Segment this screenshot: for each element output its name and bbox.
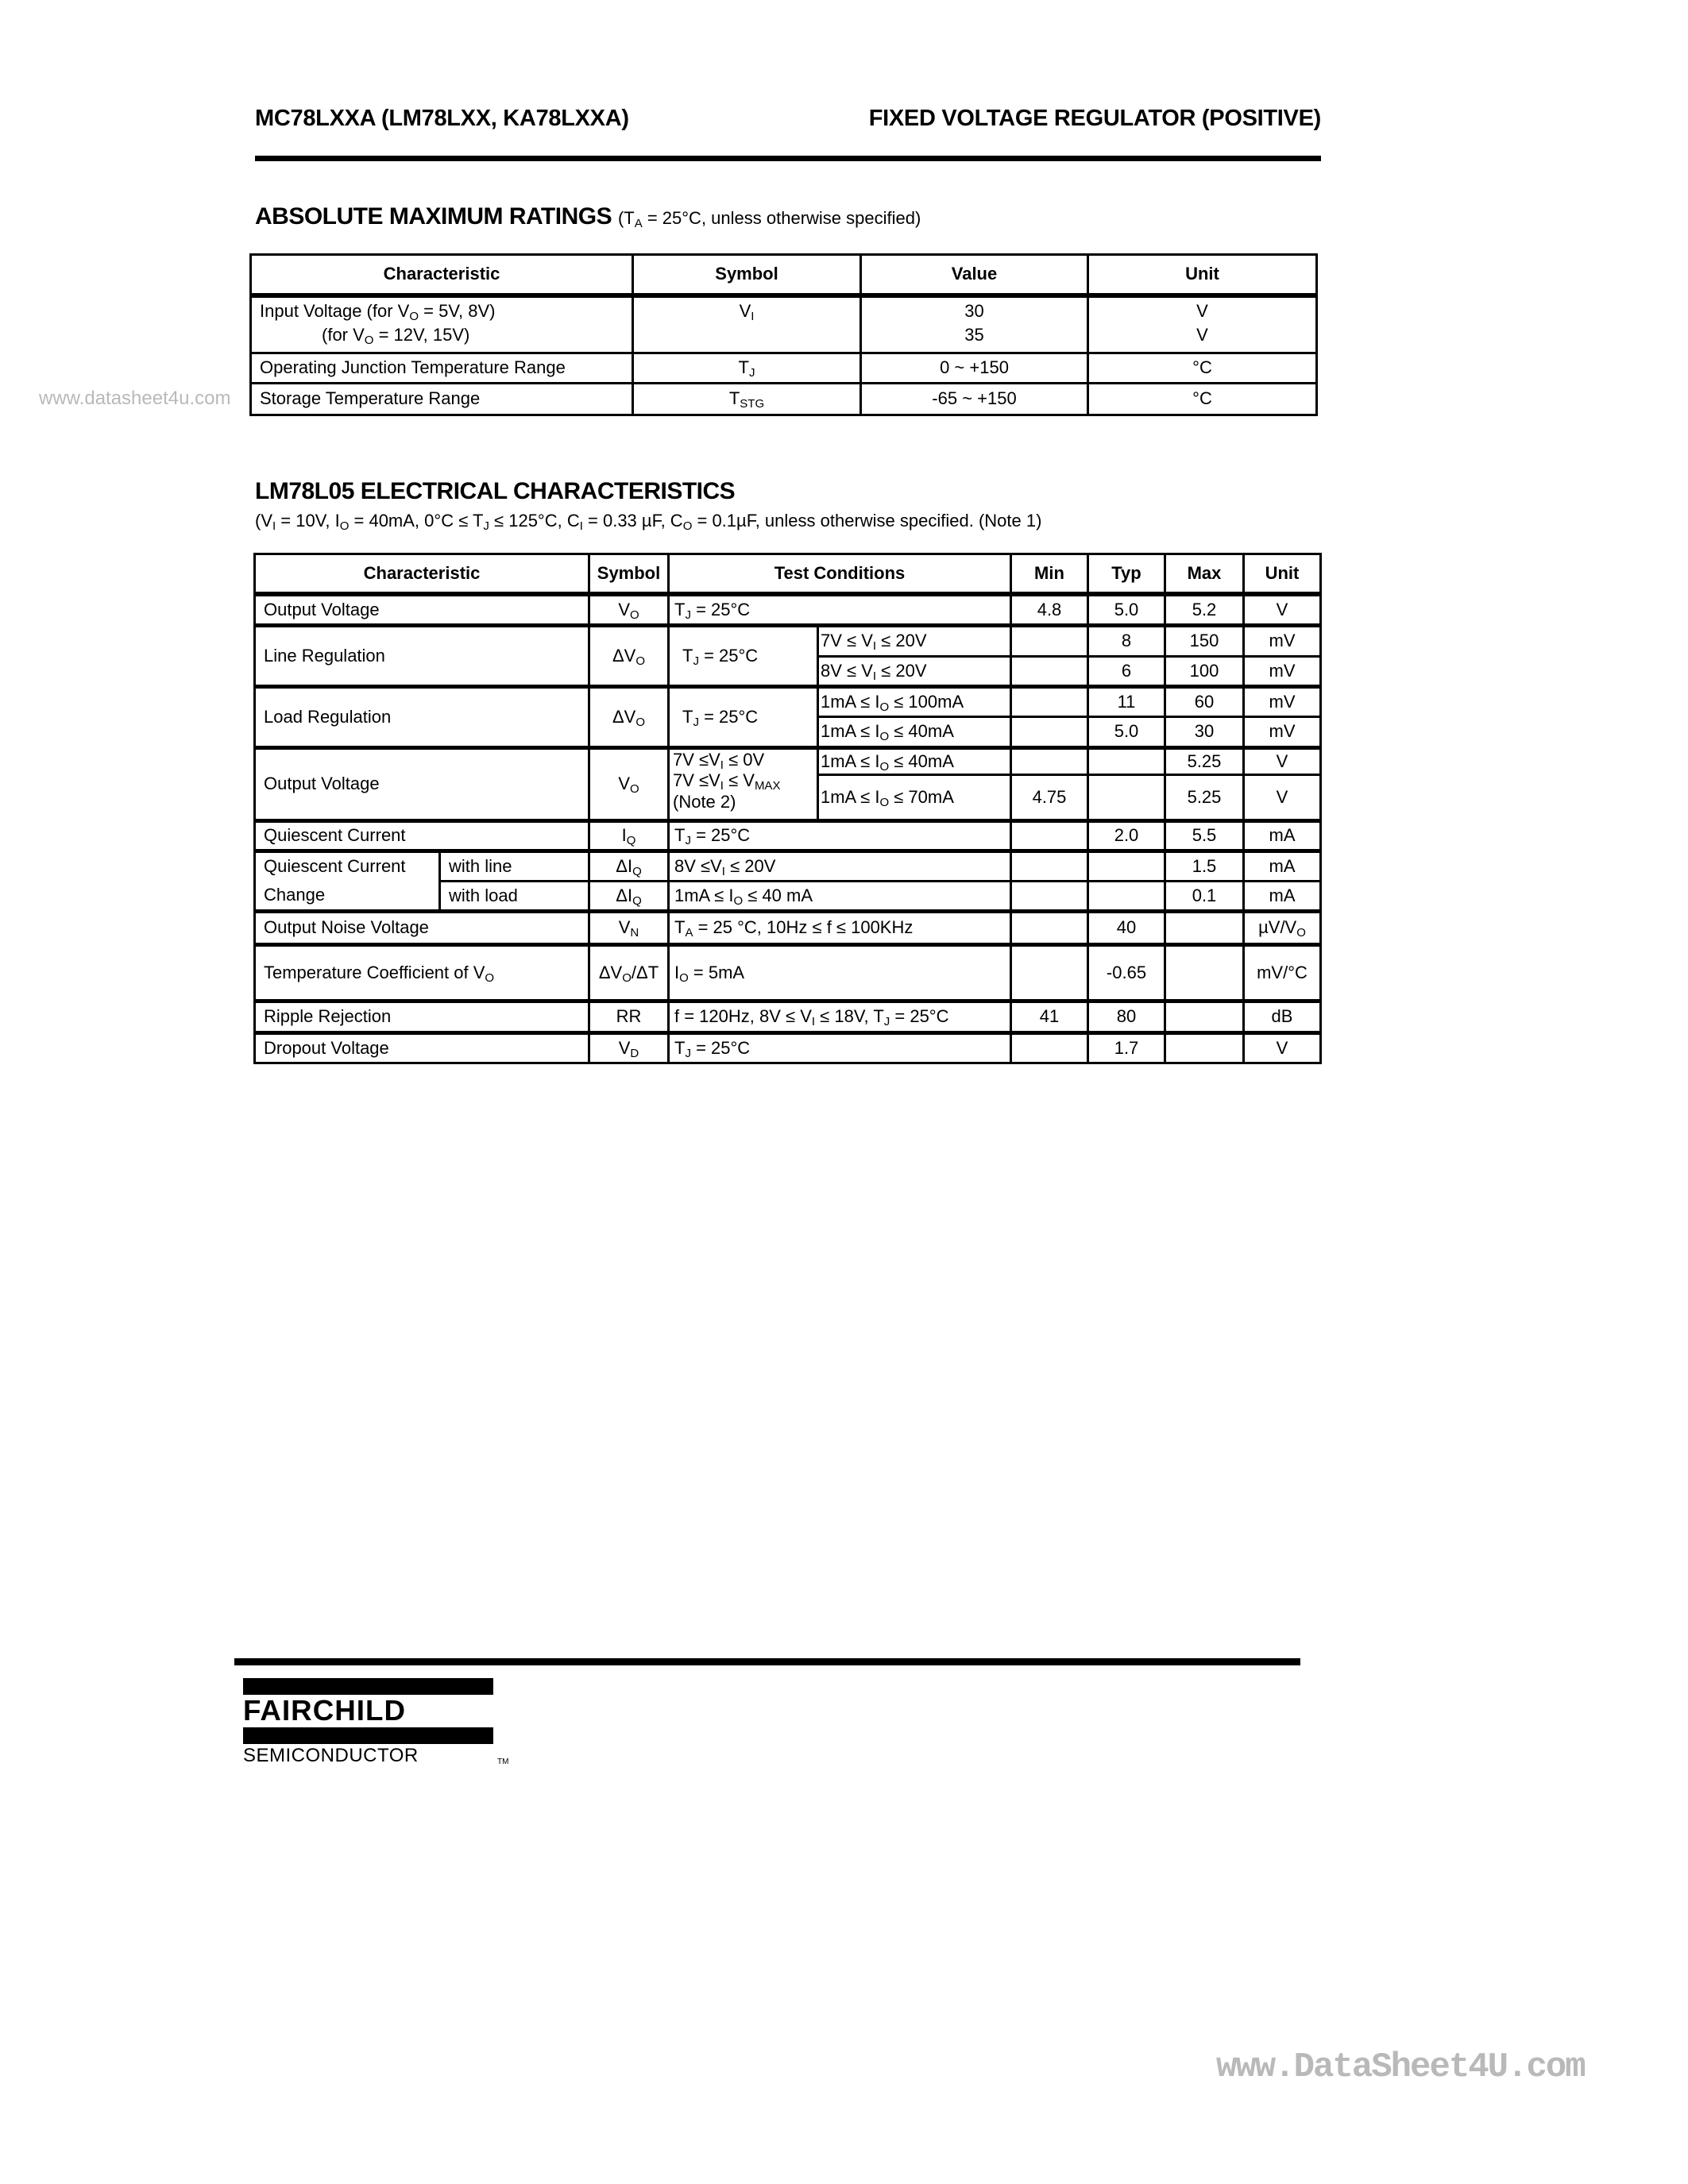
text-segment: Ripple Rejection: [264, 1006, 392, 1027]
cell-line: [264, 885, 431, 905]
unit-line: V: [1196, 324, 1208, 345]
text-segment: T: [738, 357, 749, 378]
text-segment: 1mA ≤ I: [821, 751, 880, 771]
conditions-cell: [669, 594, 1011, 626]
unit-cell: [1244, 912, 1321, 945]
cell-line: [260, 301, 624, 322]
table-row: [255, 594, 1321, 626]
text-segment: = 25°C: [698, 706, 759, 727]
unit-cell: [1244, 748, 1321, 775]
characteristic-cell: [255, 1001, 589, 1033]
subscript: J: [693, 654, 699, 668]
min-cell: [1011, 687, 1088, 717]
text-segment: 8V ≤V: [674, 855, 722, 876]
text-segment: V: [1276, 1037, 1288, 1058]
subscript: MAX: [754, 779, 781, 793]
logo-trademark: TM: [497, 1758, 509, 1766]
typ-cell: [1088, 851, 1165, 882]
sub-label-cell: with line: [440, 851, 589, 882]
characteristic-cell: [255, 851, 440, 912]
sub-conditions-cell: [818, 748, 1011, 775]
abs-max-conditions: [618, 208, 921, 228]
text-segment: dB: [1271, 1006, 1293, 1027]
subscript: J: [685, 1046, 691, 1060]
max-cell: [1165, 912, 1244, 945]
text-segment: f = 120Hz, 8V ≤ V: [674, 1006, 812, 1027]
characteristic-cell: [255, 945, 589, 1001]
min-cell: 4.75: [1011, 775, 1088, 821]
cell-line: [264, 856, 431, 885]
symbol-cell: [589, 945, 669, 1001]
characteristic-cell: [255, 912, 589, 945]
text-segment: T: [728, 388, 740, 409]
subscript: I: [272, 519, 276, 533]
subscript: J: [693, 715, 699, 729]
col-header: Test Conditions: [669, 554, 1011, 594]
col-header: Symbol: [633, 255, 861, 295]
table-row: [251, 384, 1317, 415]
subscript: I: [721, 864, 725, 878]
sub-conditions-cell: [818, 657, 1011, 687]
text-segment: = 25°C: [690, 599, 751, 619]
text-segment: Line Regulation: [264, 645, 385, 666]
col-header: Value: [861, 255, 1088, 295]
sub-conditions-cell: [818, 775, 1011, 821]
text-segment: = 5mA: [688, 962, 745, 982]
table-header-row: [251, 255, 1317, 295]
text-segment: 8V ≤ V: [821, 660, 873, 681]
text-segment: ΔI: [616, 855, 633, 876]
subscript: A: [685, 926, 693, 940]
characteristic-cell: [255, 821, 589, 851]
typ-cell: [1088, 748, 1165, 775]
symbol-cell: [589, 748, 669, 821]
typ-cell: 80: [1088, 1001, 1165, 1033]
doc-header-left: MC78LXXA (LM78LXX, KA78LXXA): [255, 106, 629, 131]
max-cell: 5.25: [1165, 775, 1244, 821]
conditions-cell: [669, 1001, 1011, 1033]
text-segment: Temperature Coefficient of V: [264, 962, 485, 982]
max-cell: 5.25: [1165, 748, 1244, 775]
watermark-top[interactable]: www.datasheet4u.com: [39, 388, 231, 409]
conditions-cell: [669, 687, 818, 748]
fairchild-logo: [243, 1678, 513, 1767]
characteristic-cell: [255, 1033, 589, 1063]
unit-cell: [1244, 882, 1321, 912]
text-segment: ≤ 100mA: [889, 691, 964, 712]
subscript: I: [720, 779, 724, 793]
conditions-cell: [669, 1033, 1011, 1063]
characteristic-cell: [255, 594, 589, 626]
text-segment: mA: [1269, 825, 1296, 846]
watermark-bottom[interactable]: www.DataSheet4U.com: [1216, 2047, 1585, 2087]
unit-line: V: [1196, 300, 1208, 321]
typ-cell: 8: [1088, 626, 1165, 657]
subscript: Q: [632, 893, 642, 908]
text-segment: 7V ≤V: [673, 770, 720, 791]
characteristic-cell: [255, 687, 589, 748]
unit-cell: °C: [1088, 353, 1317, 384]
subscript: J: [748, 366, 755, 380]
subscript: O: [364, 333, 374, 347]
text-segment: T: [674, 1037, 686, 1058]
abs-max-title: ABSOLUTE MAXIMUM RATINGS: [255, 203, 612, 230]
sub-conditions-cell: [818, 687, 1011, 717]
text-segment: ≤ V: [723, 770, 755, 791]
symbol-cell: [589, 594, 669, 626]
max-cell: 1.5: [1165, 851, 1244, 882]
text-segment: 1mA ≤ I: [821, 691, 880, 712]
subscript: O: [733, 893, 744, 908]
max-cell: 100: [1165, 657, 1244, 687]
text-segment: µV/V: [1258, 917, 1297, 938]
symbol-cell: [589, 687, 669, 748]
text-segment: I: [674, 962, 680, 982]
cell-line: [673, 792, 813, 812]
sub-conditions-cell: [818, 717, 1011, 748]
text-segment: ≤ 20V: [876, 660, 927, 681]
subscript: I: [579, 519, 583, 533]
subscript: O: [679, 970, 689, 985]
typ-cell: [1088, 775, 1165, 821]
text-segment: mV: [1269, 660, 1296, 681]
text-segment: mV: [1269, 721, 1296, 742]
text-segment: (T: [617, 208, 635, 228]
text-segment: ΔV: [612, 706, 636, 727]
text-segment: = 25°C: [690, 1037, 751, 1058]
sub-conditions-cell: [818, 626, 1011, 657]
col-header: Symbol: [589, 554, 669, 594]
text-segment: ≤ 40mA: [889, 721, 954, 742]
characteristic-cell: [255, 748, 589, 821]
table-row: [255, 945, 1321, 1001]
text-segment: V: [739, 300, 751, 321]
min-cell: [1011, 717, 1088, 748]
min-cell: [1011, 1033, 1088, 1063]
symbol-cell: [589, 912, 669, 945]
elec-heading: LM78L05 ELECTRICAL CHARACTERISTICS: [255, 478, 736, 504]
footer-rule: [234, 1658, 1300, 1665]
text-segment: Load Regulation: [264, 706, 392, 727]
unit-cell: [1244, 851, 1321, 882]
conditions-cell: [669, 851, 1011, 882]
min-cell: [1011, 851, 1088, 882]
min-cell: [1011, 821, 1088, 851]
col-header: Max: [1165, 554, 1244, 594]
unit-cell: °C: [1088, 384, 1317, 415]
text-segment: Input Voltage (for V: [260, 300, 410, 321]
text-segment: mV/°C: [1257, 962, 1308, 982]
typ-cell: 11: [1088, 687, 1165, 717]
typ-cell: 5.0: [1088, 717, 1165, 748]
text-segment: Output Voltage: [264, 599, 380, 619]
subscript: I: [872, 669, 877, 683]
table-row: [251, 295, 1317, 353]
subscript: O: [879, 759, 890, 774]
typ-cell: 5.0: [1088, 594, 1165, 626]
max-cell: 0.1: [1165, 882, 1244, 912]
conditions-cell: [669, 748, 818, 821]
header-rule: [255, 156, 1321, 161]
typ-cell: 6: [1088, 657, 1165, 687]
subscript: O: [879, 700, 890, 714]
value-line: 30: [964, 300, 984, 321]
text-segment: = 25°C: [890, 1006, 949, 1027]
max-cell: 5.2: [1165, 594, 1244, 626]
symbol-cell: [589, 821, 669, 851]
symbol-cell: [589, 882, 669, 912]
table-row: [255, 821, 1321, 851]
subscript: A: [634, 217, 643, 230]
value-cell: 0 ~ +150: [861, 353, 1088, 384]
unit-cell: [1244, 1001, 1321, 1033]
subscript: O: [635, 715, 646, 729]
text-segment: = 0.1µF, unless otherwise specified. (Note 1): [692, 511, 1042, 531]
sub-label-cell: with load: [440, 882, 589, 912]
text-segment: /ΔT: [631, 962, 659, 982]
text-segment: Output Noise Voltage: [264, 917, 429, 938]
text-segment: ΔV: [598, 962, 623, 982]
typ-cell: 2.0: [1088, 821, 1165, 851]
characteristic-cell: [251, 353, 633, 384]
subscript: O: [682, 519, 693, 533]
text-segment: = 40mA, 0°C ≤ T: [349, 511, 484, 531]
max-cell: [1165, 1001, 1244, 1033]
text-segment: Storage Temperature Range: [260, 388, 481, 409]
symbol-cell: [589, 1033, 669, 1063]
conditions-cell: [669, 912, 1011, 945]
max-cell: 30: [1165, 717, 1244, 748]
logo-wordmark: FAIRCHILD: [243, 1694, 407, 1727]
text-segment: mV: [1269, 631, 1296, 651]
subscript: O: [630, 782, 639, 797]
max-cell: [1165, 945, 1244, 1001]
subscript: I: [872, 639, 877, 654]
text-segment: Quiescent Current: [264, 825, 406, 846]
text-segment: = 25°C, unless otherwise specified): [642, 208, 921, 228]
characteristic-cell: [255, 626, 589, 687]
subscript: I: [720, 758, 724, 772]
text-segment: 1mA ≤ I: [821, 786, 880, 807]
unit-cell: [1244, 594, 1321, 626]
table-row: [255, 748, 1321, 775]
subscript: O: [485, 970, 495, 985]
text-segment: = 0.33 µF, C: [582, 511, 683, 531]
symbol-cell: [633, 384, 861, 415]
subscript: O: [635, 654, 646, 668]
text-segment: ≤ 20V: [724, 855, 776, 876]
unit-cell: [1244, 626, 1321, 657]
subscript: STG: [740, 397, 765, 411]
text-segment: Operating Junction Temperature Range: [260, 357, 566, 378]
subscript: Q: [626, 834, 636, 848]
text-segment: T: [674, 599, 686, 619]
min-cell: [1011, 912, 1088, 945]
characteristic-cell: [251, 384, 633, 415]
cell-line: [673, 750, 813, 770]
elec-conditions: [255, 511, 1041, 531]
subscript: O: [630, 608, 639, 622]
subscript: O: [409, 309, 419, 323]
symbol-cell: [633, 295, 861, 353]
table-row: [255, 687, 1321, 717]
conditions-cell: [669, 626, 818, 687]
min-cell: [1011, 748, 1088, 775]
max-cell: 150: [1165, 626, 1244, 657]
symbol-cell: [589, 626, 669, 687]
table-row: [255, 912, 1321, 945]
text-segment: ≤ 70mA: [889, 786, 954, 807]
text-segment: (V: [255, 511, 272, 531]
unit-cell: [1244, 1033, 1321, 1063]
text-segment: = 25°C: [698, 645, 759, 666]
text-segment: V: [618, 774, 630, 794]
text-segment: V: [1276, 786, 1288, 807]
text-segment: ΔV: [612, 645, 636, 666]
symbol-cell: [589, 851, 669, 882]
text-segment: = 12V, 15V): [373, 324, 470, 345]
subscript: I: [811, 1015, 816, 1029]
text-segment: mA: [1269, 855, 1296, 876]
max-cell: [1165, 1033, 1244, 1063]
table-header-row: [255, 554, 1321, 594]
subscript: O: [339, 519, 350, 533]
typ-cell: [1088, 882, 1165, 912]
text-segment: ≤ 0V: [723, 750, 765, 770]
logo-subtitle: SEMICONDUCTOR: [243, 1745, 419, 1766]
text-segment: T: [674, 825, 686, 846]
text-segment: Quiescent Current: [264, 856, 406, 877]
logo-bar-top: [243, 1678, 493, 1695]
min-cell: [1011, 945, 1088, 1001]
subscript: O: [622, 970, 632, 985]
unit-cell: [1088, 295, 1317, 353]
subscript: J: [883, 1015, 890, 1029]
col-header: Typ: [1088, 554, 1165, 594]
text-segment: ≤ 125°C, C: [489, 511, 580, 531]
subscript: O: [879, 795, 890, 809]
abs-max-heading: [255, 203, 921, 230]
cell-line: [673, 770, 813, 791]
value-line: 35: [964, 324, 984, 345]
subscript: O: [879, 730, 890, 744]
text-segment: I: [621, 825, 627, 846]
min-cell: [1011, 882, 1088, 912]
conditions-cell: [669, 882, 1011, 912]
text-segment: V: [1276, 599, 1288, 619]
col-header: Unit: [1244, 554, 1321, 594]
min-cell: [1011, 626, 1088, 657]
conditions-cell: [669, 821, 1011, 851]
text-segment: 7V ≤V: [673, 750, 720, 770]
col-header: Characteristic: [251, 255, 633, 295]
max-cell: 5.5: [1165, 821, 1244, 851]
table-row: [255, 851, 1321, 882]
text-segment: Change: [264, 885, 326, 905]
unit-cell: [1244, 821, 1321, 851]
unit-cell: [1244, 687, 1321, 717]
cell-line: [260, 322, 624, 345]
text-segment: (Note 2): [673, 791, 736, 812]
text-segment: = 5V, 8V): [419, 300, 496, 321]
unit-cell: [1244, 945, 1321, 1001]
text-segment: 1mA ≤ I: [674, 885, 734, 905]
logo-bar-bottom: [243, 1727, 493, 1744]
text-segment: = 10V, I: [276, 511, 340, 531]
text-segment: ΔI: [616, 885, 633, 905]
table-row: [255, 1033, 1321, 1063]
text-segment: 1mA ≤ I: [821, 721, 880, 742]
text-segment: (for V: [322, 324, 365, 345]
table-row: [251, 353, 1317, 384]
text-segment: ≤ 20V: [876, 631, 927, 651]
text-segment: T: [674, 917, 686, 938]
subscript: J: [685, 834, 691, 848]
unit-cell: [1244, 775, 1321, 821]
value-cell: [861, 295, 1088, 353]
min-cell: [1011, 657, 1088, 687]
text-segment: 7V ≤ V: [821, 631, 873, 651]
typ-cell: 1.7: [1088, 1033, 1165, 1063]
symbol-cell: [589, 1001, 669, 1033]
subscript: Q: [632, 864, 642, 878]
text-segment: RR: [616, 1006, 642, 1027]
text-segment: ≤ 40 mA: [743, 885, 813, 905]
subscript: O: [1296, 926, 1306, 940]
text-segment: ≤ 40mA: [889, 751, 954, 771]
subscript: J: [483, 519, 489, 533]
col-header: Min: [1011, 554, 1088, 594]
text-segment: T: [682, 706, 693, 727]
typ-cell: -0.65: [1088, 945, 1165, 1001]
conditions-cell: [669, 945, 1011, 1001]
doc-header-right: FIXED VOLTAGE REGULATOR (POSITIVE): [868, 106, 1321, 131]
symbol-cell: [633, 353, 861, 384]
subscript: N: [630, 926, 639, 940]
col-header: Unit: [1088, 255, 1317, 295]
text-segment: Output Voltage: [264, 774, 380, 794]
text-segment: V: [618, 917, 631, 938]
text-segment: Dropout Voltage: [264, 1037, 389, 1058]
abs-max-table: [249, 253, 1318, 416]
value-cell: -65 ~ +150: [861, 384, 1088, 415]
text-segment: mV: [1269, 691, 1296, 712]
text-segment: V: [618, 1037, 631, 1058]
text-segment: ≤ 18V, T: [815, 1006, 884, 1027]
text-segment: V: [618, 599, 630, 619]
text-segment: = 25°C: [690, 825, 751, 846]
text-segment: = 25 °C, 10Hz ≤ f ≤ 100KHz: [693, 917, 914, 938]
characteristic-cell: [251, 295, 633, 353]
col-header: Characteristic: [255, 554, 589, 594]
max-cell: 60: [1165, 687, 1244, 717]
table-row: [255, 1001, 1321, 1033]
subscript: J: [685, 608, 691, 622]
electrical-characteristics-table: [253, 553, 1322, 1064]
text-segment: V: [1276, 751, 1288, 771]
unit-cell: [1244, 657, 1321, 687]
typ-cell: 40: [1088, 912, 1165, 945]
text-segment: mA: [1269, 885, 1296, 905]
min-cell: 4.8: [1011, 594, 1088, 626]
table-row: [255, 626, 1321, 657]
subscript: D: [630, 1046, 639, 1060]
text-segment: T: [682, 645, 693, 666]
unit-cell: [1244, 717, 1321, 748]
subscript: I: [751, 309, 755, 323]
min-cell: 41: [1011, 1001, 1088, 1033]
